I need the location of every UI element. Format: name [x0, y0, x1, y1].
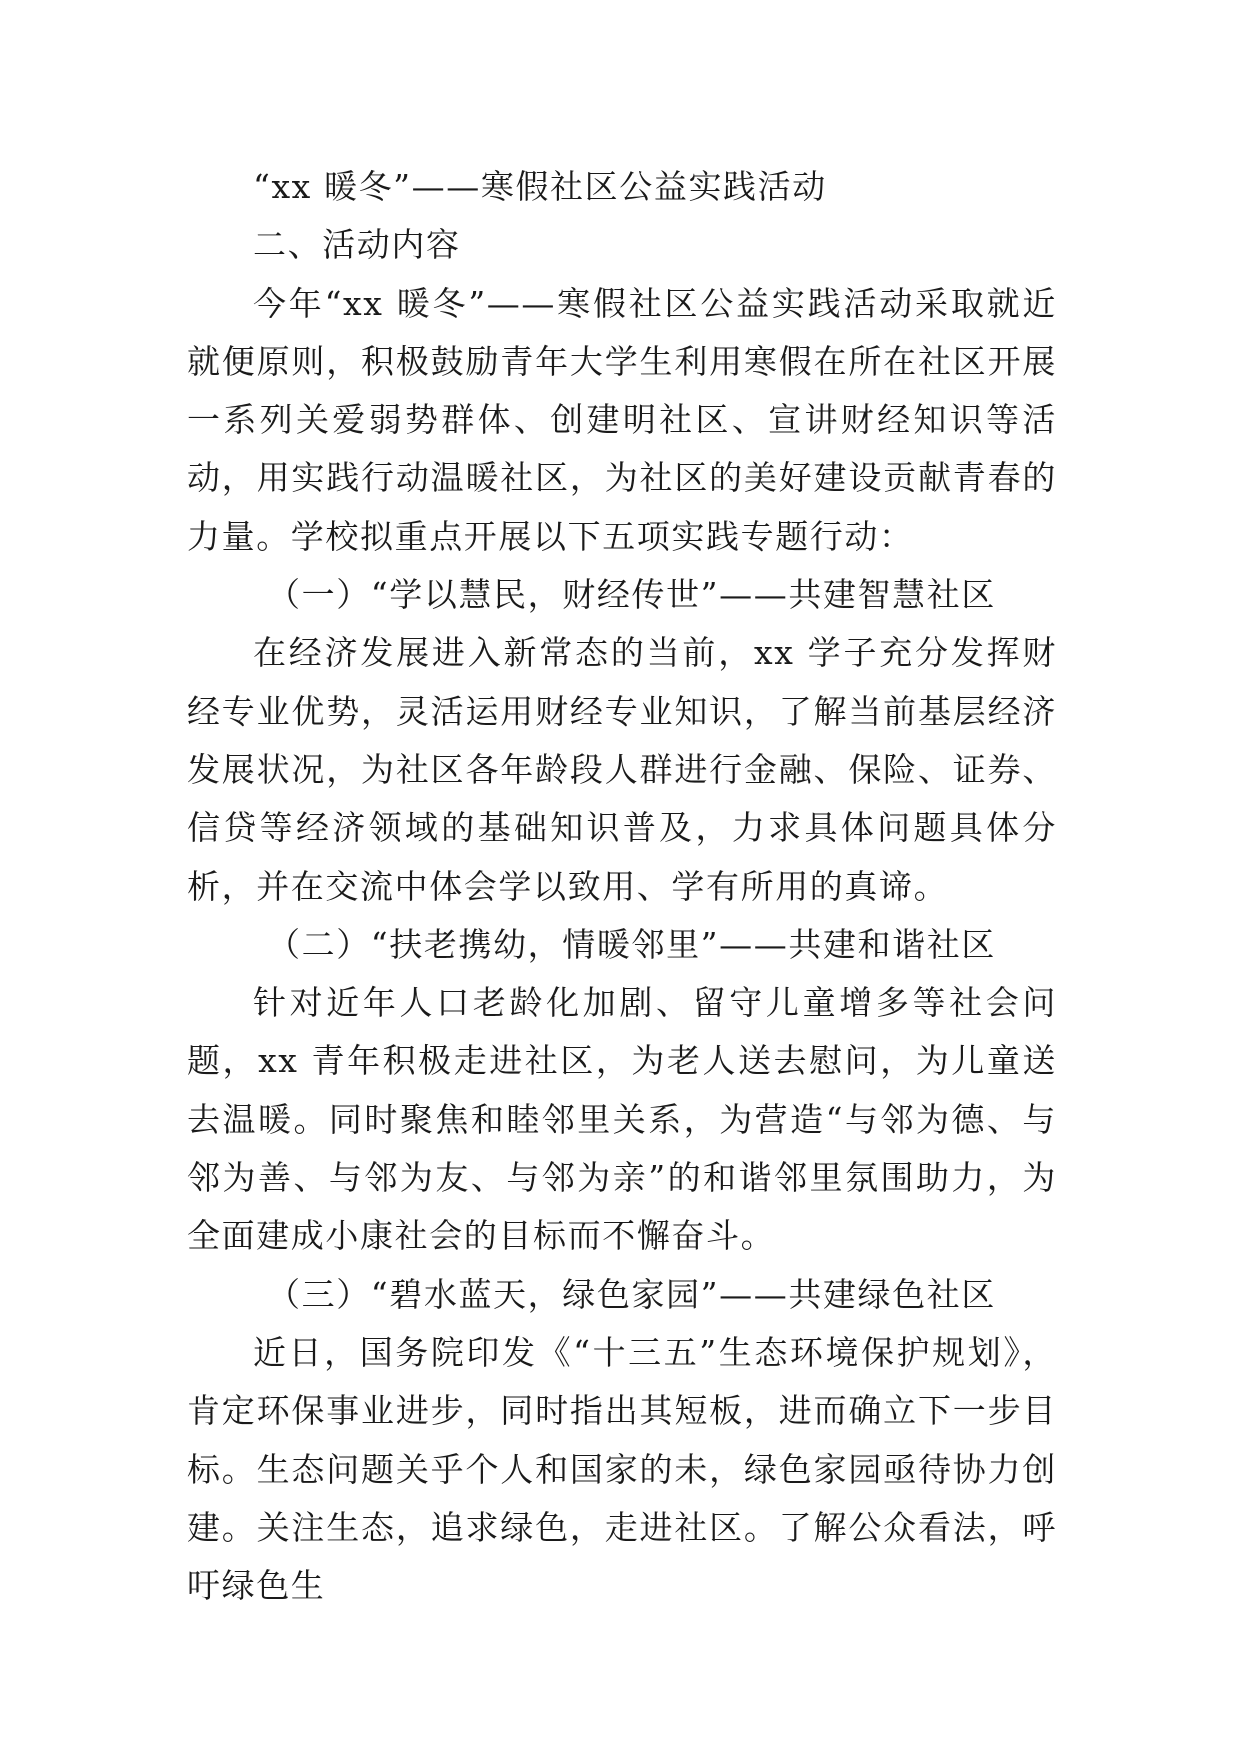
- topic-heading-1: （一）“学以慧民，财经传世”——共建智慧社区: [267, 575, 996, 615]
- topic-body-1: 在经济发展进入新常态的当前，xx 学子充分发挥财经专业优势，灵活运用财经专业知识，了解当前基层经济发展状况，为社区各年龄段人群进行金融、保险、证券、信贷等经济领域的基础知识普及，力求具体问题具体分析，并在交流中体会学以致用、学有所用的真谛。: [187, 633, 1057, 906]
- section-heading: 二、活动内容: [253, 225, 461, 265]
- intro-paragraph: 今年“xx 暖冬”——寒假社区公益实践活动采取就近就便原则，积极鼓励青年大学生利用寒假在所在社区开展一系列关爱弱势群体、创建明社区、宣讲财经知识等活动，用实践行动温暖社区，为社区的美好建设贡献青春的力量。学校拟重点开展以下五项实践专题行动：: [187, 283, 1057, 556]
- topic-body-2: 针对近年人口老龄化加剧、留守儿童增多等社会问题，xx 青年积极走进社区，为老人送去慰问，为儿童送去温暖。同时聚焦和睦邻里关系，为营造“与邻为德、与邻为善、与邻为友、与邻为亲”的和谐邻里氛围助力，为全面建成小康社会的目标而不懈奋斗。: [187, 983, 1057, 1256]
- document-body: [187, 158, 1057, 1615]
- topic-body-3: 近日，国务院印发《“十三五”生态环境保护规划》，肯定环保事业进步，同时指出其短板，进而确立下一步目标。生态问题关乎个人和国家的未，绿色家园亟待协力创建。关注生态，追求绿色，走进社区。了解公众看法，呼吁绿色生: [187, 1332, 1057, 1606]
- topic-heading-3: （三）“碧水蓝天，绿色家园”——共建绿色社区: [267, 1274, 996, 1314]
- topic-heading-2: （二）“扶老携幼，情暖邻里”——共建和谐社区: [267, 924, 996, 964]
- activity-title-line: “xx 暖冬”——寒假社区公益实践活动: [253, 167, 827, 206]
